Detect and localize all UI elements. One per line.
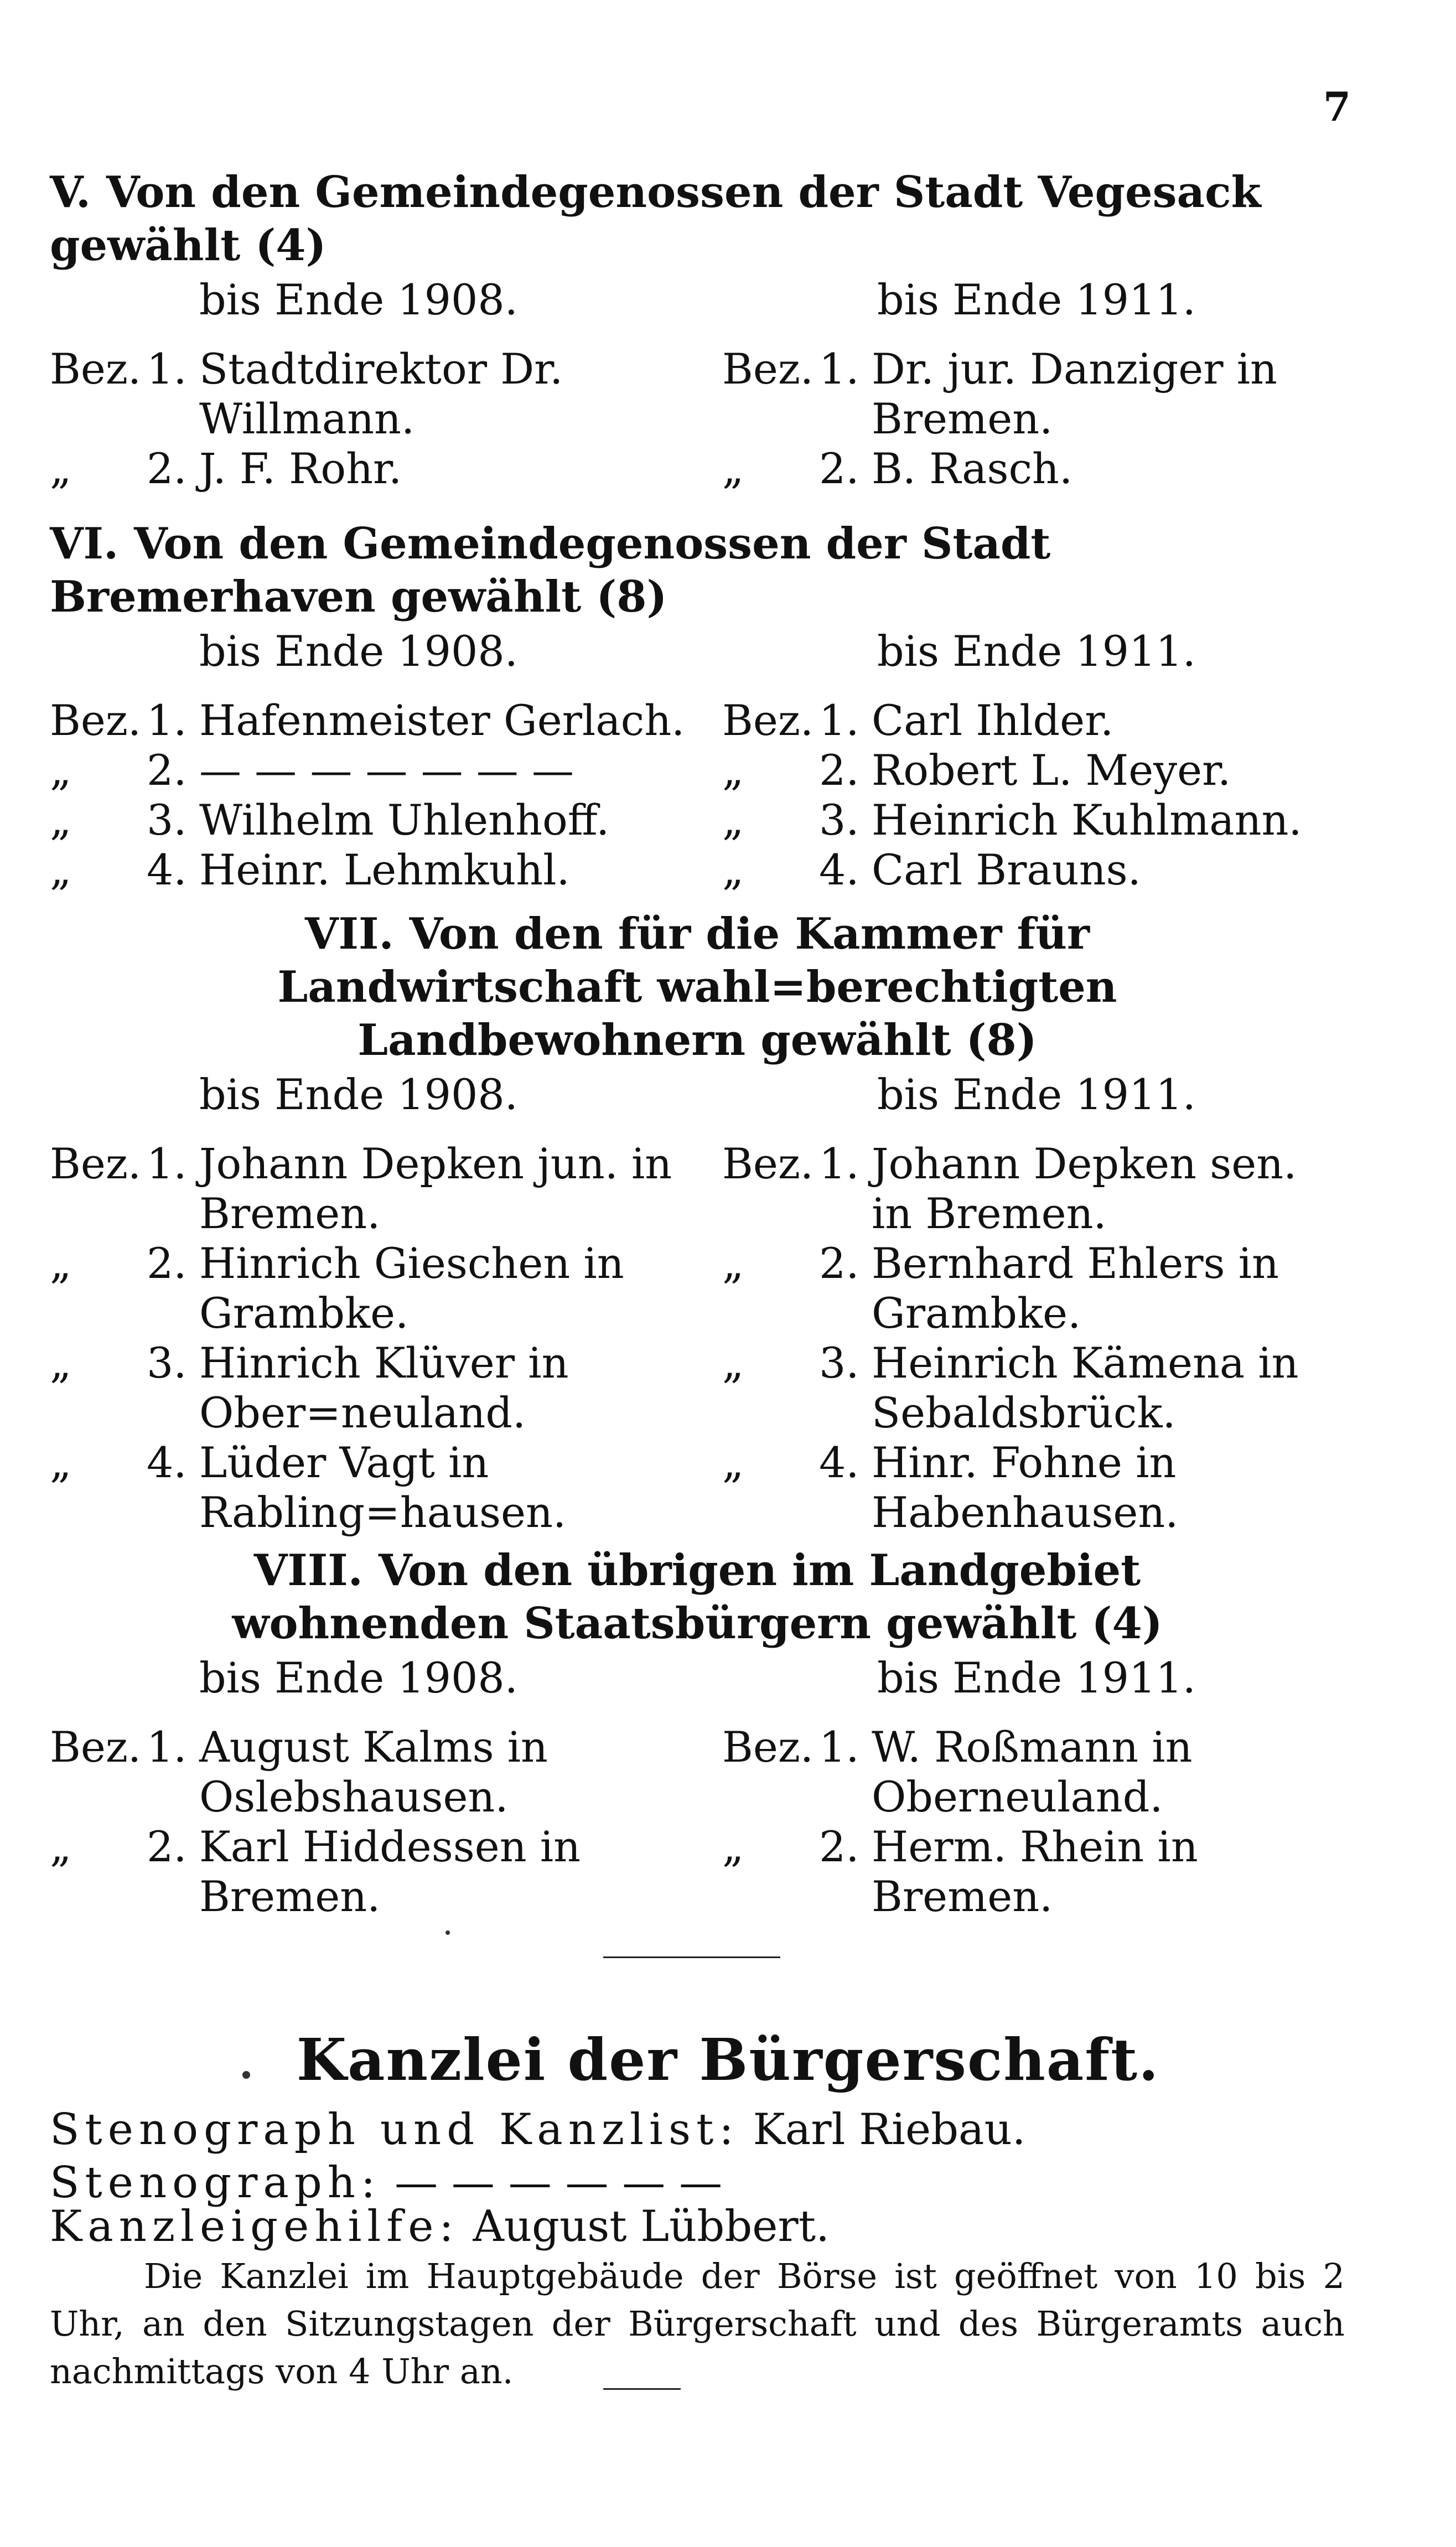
entry-name: Karl Hiddessen in Bremen.	[199, 1822, 581, 1921]
staff-line	[50, 2200, 830, 2253]
staff-role: Kanzleigehilfe:	[50, 2202, 459, 2251]
kanzlei-title: Kanzlei der Bürgerschaft.	[296, 2026, 1160, 2094]
entry-prefix: „	[50, 1239, 72, 1288]
list-item	[50, 1139, 708, 1239]
section-heading	[50, 1544, 1345, 1650]
entry-number: 3.	[147, 1338, 187, 1388]
section-heading	[50, 517, 1345, 624]
column-left	[50, 696, 708, 895]
entry-prefix: Bez.	[50, 344, 142, 394]
entry-number: 1.	[147, 696, 187, 745]
entries	[50, 1139, 1345, 1543]
entry-name: Stadtdirektor Dr. Willmann.	[199, 344, 563, 443]
list-item	[50, 845, 708, 895]
section-numeral: VII.	[304, 909, 394, 959]
entry-number: 1.	[819, 696, 859, 745]
entry-name: Johann Depken jun. in Bremen.	[199, 1139, 672, 1238]
list-item	[722, 696, 1348, 746]
entry-prefix: „	[50, 1822, 72, 1871]
entry-prefix: Bez.	[50, 1139, 142, 1188]
column-right	[722, 696, 1348, 895]
entry-prefix: „	[722, 1338, 744, 1388]
list-item	[50, 1822, 708, 1922]
term-right: bis Ende 1911.	[877, 275, 1196, 324]
entry-name: J. F. Rohr.	[199, 444, 402, 493]
entry-prefix: „	[722, 1239, 744, 1288]
entry-name: B. Rasch.	[872, 444, 1073, 493]
list-item	[722, 1139, 1348, 1239]
entry-number: 2.	[147, 1239, 187, 1288]
entry-name: Hinrich Klüver in Ober=neuland.	[199, 1338, 569, 1437]
entry-name: Herm. Rhein in Bremen.	[872, 1822, 1198, 1921]
entry-prefix: „	[50, 746, 72, 795]
entry-name: Dr. jur. Danziger in Bremen.	[872, 344, 1277, 443]
entry-prefix: Bez.	[722, 1722, 814, 1772]
staff-name: Karl Riebau.	[753, 2105, 1026, 2155]
entries	[50, 344, 1345, 493]
term-right: bis Ende 1911.	[877, 1653, 1196, 1702]
staff-name: — — — — — —	[395, 2158, 723, 2208]
staff-role: Stenograph und Kanzlist:	[50, 2105, 739, 2155]
entry-prefix: „	[722, 795, 744, 845]
list-item	[722, 1438, 1348, 1537]
list-item	[722, 444, 1348, 494]
term-left: bis Ende 1908.	[199, 275, 518, 324]
entries	[50, 696, 1345, 900]
section-viii	[50, 1544, 1345, 1927]
entry-number: 2.	[819, 1239, 859, 1288]
list-item	[722, 1822, 1348, 1922]
kanzlei-notice	[50, 2253, 1345, 2395]
entry-name: Bernhard Ehlers in Grambke.	[872, 1239, 1279, 1338]
entry-prefix: „	[722, 1438, 744, 1487]
entry-number: 2.	[147, 1822, 187, 1871]
column-left	[50, 1722, 708, 1922]
entry-prefix: „	[50, 1338, 72, 1388]
entry-number: 1.	[147, 1139, 187, 1188]
staff-role: Stenograph:	[50, 2158, 381, 2208]
section-numeral: V.	[50, 167, 91, 218]
page-number: 7	[1323, 83, 1351, 130]
term-row	[50, 624, 1345, 679]
list-item	[50, 746, 708, 795]
entry-name: Heinr. Lehmkuhl.	[199, 845, 570, 894]
term-left: bis Ende 1908.	[199, 627, 518, 676]
list-item	[722, 1722, 1348, 1822]
list-item	[50, 696, 708, 746]
entry-number: 1.	[147, 1722, 187, 1772]
entry-name: Lüder Vagt in Rabling=hausen.	[199, 1438, 567, 1537]
entry-number: 2.	[819, 746, 859, 795]
section-numeral: VIII.	[253, 1545, 363, 1596]
term-left: bis Ende 1908.	[199, 1653, 518, 1702]
column-right	[722, 344, 1348, 494]
entry-prefix: „	[722, 1822, 744, 1871]
entry-number: 3.	[819, 795, 859, 845]
entry-number: 4.	[147, 1438, 187, 1487]
section-title: Von den Gemeindegenossen der Stadt Bremerhaven gewählt (8)	[50, 519, 1051, 622]
entry-name: Carl Brauns.	[872, 845, 1141, 894]
section-heading	[50, 166, 1345, 272]
entry-prefix: „	[50, 1438, 72, 1487]
entry-prefix: „	[50, 444, 72, 493]
entry-name: Johann Depken sen. in Bremen.	[872, 1139, 1297, 1238]
list-item	[722, 1239, 1348, 1338]
staff-line	[50, 2103, 1026, 2156]
entry-prefix: „	[722, 444, 744, 493]
list-item	[50, 795, 708, 845]
entry-number: 3.	[819, 1338, 859, 1388]
list-item	[50, 444, 708, 494]
section-title: Von den übrigen im Landgebiet wohnenden Staatsbürgern gewählt (4)	[232, 1545, 1163, 1649]
section-v	[50, 166, 1345, 493]
entry-name: — — — — — — —	[199, 746, 574, 795]
entry-name: Hafenmeister Gerlach.	[199, 696, 685, 745]
entry-prefix: „	[722, 845, 744, 894]
notice-text: Die Kanzlei im Hauptgebäude der Börse ist geöffnet von 10 bis 2 Uhr, an den Sitzungstagen der Bürgerschaft und des Bürgeramts auch nachmittags von 4 Uhr an.	[50, 2256, 1345, 2391]
column-right	[722, 1722, 1348, 1922]
staff-name: August Lübbert.	[473, 2202, 830, 2251]
section-title: Von den Gemeindegenossen der Stadt Vegesack gewählt (4)	[50, 167, 1261, 271]
entry-number: 2.	[147, 746, 187, 795]
term-row	[50, 1067, 1345, 1122]
entry-name: Hinrich Gieschen in Grambke.	[199, 1239, 624, 1338]
entry-number: 1.	[147, 344, 187, 394]
entry-prefix: Bez.	[50, 1722, 142, 1772]
entry-prefix: Bez.	[50, 696, 142, 745]
list-item	[722, 1338, 1348, 1438]
section-heading	[50, 908, 1345, 1067]
list-item	[722, 845, 1348, 895]
entry-prefix: Bez.	[722, 344, 814, 394]
section-vii	[50, 908, 1345, 1543]
entry-prefix: Bez.	[722, 1139, 814, 1188]
entry-name: Robert L. Meyer.	[872, 746, 1231, 795]
entry-number: 2.	[819, 1822, 859, 1871]
entry-prefix: Bez.	[722, 696, 814, 745]
entry-number: 4.	[147, 845, 187, 894]
entry-name: Heinrich Kämena in Sebaldsbrück.	[872, 1338, 1299, 1437]
list-item	[50, 1239, 708, 1338]
entry-number: 3.	[147, 795, 187, 845]
entry-prefix: „	[722, 746, 744, 795]
entry-number: 1.	[819, 1139, 859, 1188]
entry-name: Heinrich Kuhlmann.	[872, 795, 1302, 845]
ink-speck	[445, 1930, 450, 1935]
list-item	[722, 344, 1348, 444]
entry-number: 2.	[147, 444, 187, 493]
section-divider	[603, 1956, 780, 1958]
entry-number: 2.	[819, 444, 859, 493]
entry-number: 1.	[819, 344, 859, 394]
section-vi	[50, 517, 1345, 900]
list-item	[50, 344, 708, 444]
entry-name: W. Roßmann in Oberneuland.	[872, 1722, 1193, 1821]
entry-number: 4.	[819, 1438, 859, 1487]
entry-prefix: „	[50, 795, 72, 845]
term-row	[50, 1650, 1345, 1706]
entry-prefix: „	[50, 845, 72, 894]
entry-name: Hinr. Fohne in Habenhausen.	[872, 1438, 1179, 1537]
term-right: bis Ende 1911.	[877, 627, 1196, 676]
section-title: Von den für die Kammer für Landwirtschaft wahl=berechtigten Landbewohnern gewählt (8)	[277, 909, 1117, 1065]
closing-divider	[603, 2388, 681, 2390]
entry-name: August Kalms in Oslebshausen.	[199, 1722, 548, 1821]
term-left: bis Ende 1908.	[199, 1070, 518, 1119]
column-right	[722, 1139, 1348, 1537]
entry-name: Carl Ihlder.	[872, 696, 1114, 745]
column-left	[50, 344, 708, 494]
list-item	[722, 795, 1348, 845]
term-row	[50, 272, 1345, 328]
term-right: bis Ende 1911.	[877, 1070, 1196, 1119]
entry-number: 4.	[819, 845, 859, 894]
entry-name: Wilhelm Uhlenhoff.	[199, 795, 610, 845]
entry-number: 1.	[819, 1722, 859, 1772]
list-item	[50, 1722, 708, 1822]
entries	[50, 1722, 1345, 1927]
section-numeral: VI.	[50, 519, 119, 569]
list-item	[50, 1338, 708, 1438]
list-item	[722, 746, 1348, 795]
column-left	[50, 1139, 708, 1537]
list-item	[50, 1438, 708, 1537]
